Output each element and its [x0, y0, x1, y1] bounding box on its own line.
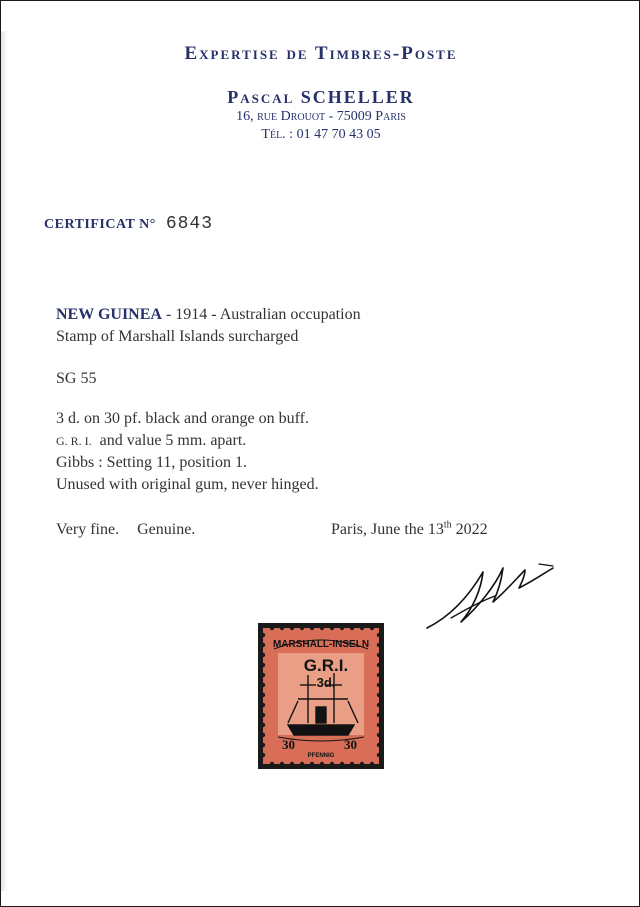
date-line: [331, 519, 488, 541]
expert-phone: Tél. : 01 47 70 43 05: [261, 127, 381, 142]
stamp-value-right: 30: [344, 737, 357, 752]
condition-line: Unused with original gum, never hinged.: [56, 476, 319, 493]
letterhead: [1, 43, 640, 144]
stamp-identification: [56, 304, 361, 348]
catalogue-number: SG 55: [56, 370, 97, 387]
date-year: 2022: [451, 521, 488, 538]
stamp-details: [56, 408, 319, 496]
gibbs-line: Gibbs : Setting 11, position 1.: [56, 454, 247, 471]
stamp-value-left: 30: [282, 737, 295, 752]
subtitle-line: Stamp of Marshall Islands surcharged: [56, 328, 299, 345]
stamp-image: [258, 623, 384, 774]
overprint-line: [56, 430, 319, 452]
opinion-row: [56, 519, 488, 541]
country-name: NEW GUINEA: [56, 306, 162, 323]
stamp-surcharge: 3d.: [316, 675, 336, 690]
stamp-overprint: G.R.I.: [303, 656, 349, 675]
gri-text: G. R. I.: [56, 434, 92, 448]
letterhead-title: Expertise de Timbres-Poste: [184, 43, 458, 64]
gri-rest: and value 5 mm. apart.: [91, 432, 247, 449]
title-rest: - 1914 - Australian occupation: [161, 306, 361, 323]
scan-edge-shadow: [1, 31, 8, 891]
expert-address: 16, rue Drouot - 75009 Paris: [236, 109, 406, 124]
stamp-top-text: MARSHALL-INSELN: [272, 639, 370, 650]
certificate-number: 6843: [165, 214, 214, 234]
date-ordinal: th: [443, 519, 452, 531]
value-line: 3 d. on 30 pf. black and orange on buff.: [56, 410, 309, 427]
quality-very-fine: Very fine.: [56, 521, 120, 538]
expert-name: Pascal SCHELLER: [227, 87, 415, 107]
quality-genuine: Genuine.: [137, 521, 196, 538]
title-line: [56, 304, 361, 326]
marshall-islands-stamp: [258, 623, 384, 769]
certificate-label: CERTIFICAT N°: [44, 217, 156, 232]
expert-signature: [421, 556, 561, 636]
date-prefix: Paris, June the 13: [331, 521, 444, 538]
stamp-bottom-text: PFENNIG: [307, 753, 335, 759]
certificate-number-row: [44, 214, 213, 234]
